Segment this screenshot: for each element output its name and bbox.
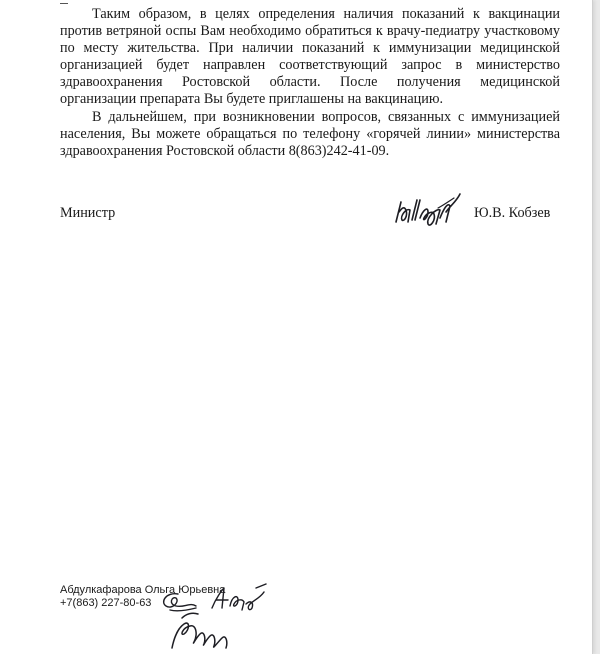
approval-signature-icon: [168, 604, 242, 652]
executor-name: Абдулкафарова Ольга Юрьевна: [60, 584, 226, 596]
signer-name: Ю.В. Кобзев: [474, 205, 551, 221]
minister-signature-icon: [390, 188, 470, 230]
executor-phone: +7(863) 227-80-63: [60, 597, 152, 609]
page-margin-mark: [60, 0, 68, 4]
letter-paragraph-2: В дальнейшем, при возникновении вопросов, связанных с иммунизацией населения, Вы можете обращаться по телефону «горячей линии» министерства здравоохранения Ростовской области 8(863)242-41-09.: [60, 108, 560, 159]
letter-paragraph-1: Таким образом, в целях определения наличия показаний к вакцинации против ветряной оспы Вам необходимо обратиться к врачу-педиатру участковому по месту жительства. При наличии показаний к иммунизации медицинской организацией будет направлен соответствующий запрос в министерство здравоохранения Ростовской области. После получения медицинской организации препарата Вы будете приглашены на вакцинацию.: [60, 6, 560, 108]
letter-body: [60, 6, 560, 160]
signer-position: Министр: [60, 205, 116, 221]
